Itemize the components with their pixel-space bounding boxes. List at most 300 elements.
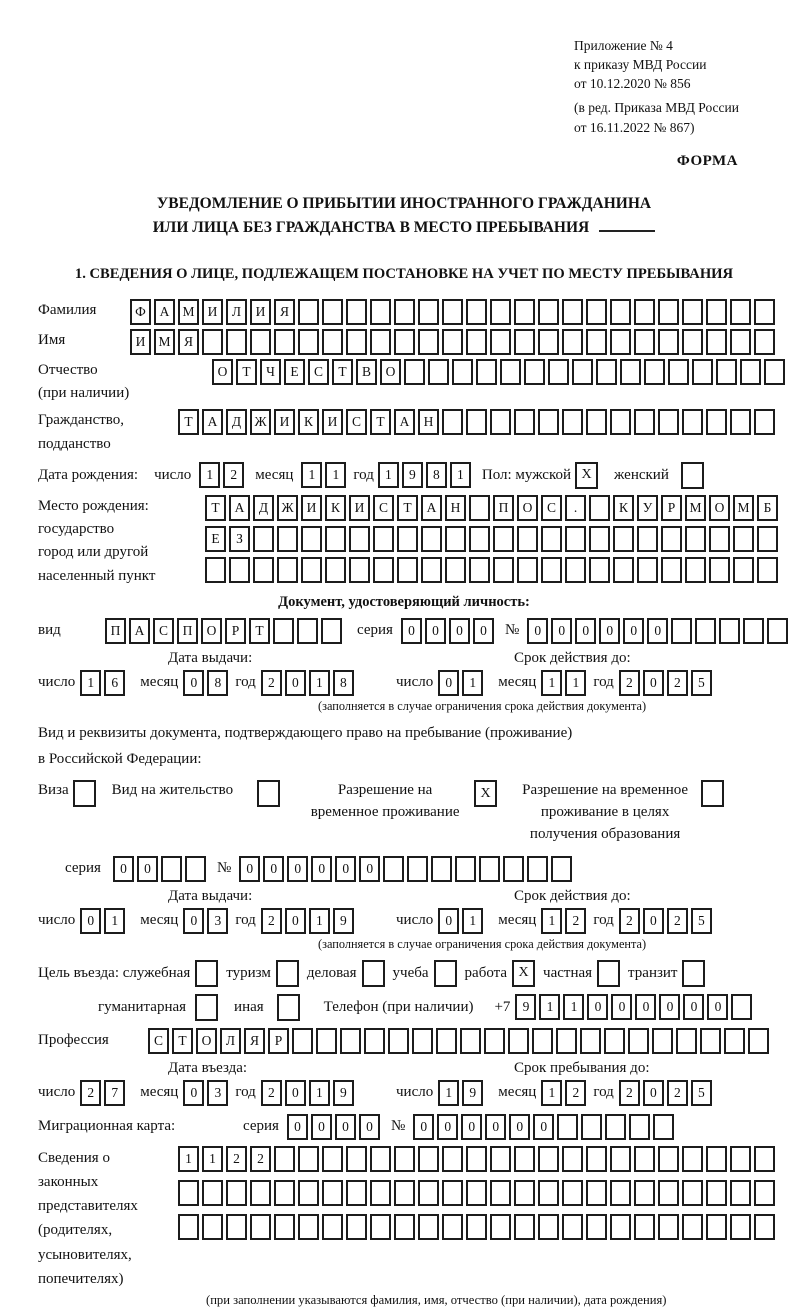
char-cell[interactable] <box>634 1146 655 1172</box>
char-cell[interactable]: Д <box>226 409 247 435</box>
char-cell[interactable] <box>436 1028 457 1054</box>
char-cell[interactable] <box>301 557 322 583</box>
char-cell[interactable] <box>551 856 572 882</box>
char-cell[interactable]: 2 <box>667 1080 688 1106</box>
char-cell[interactable] <box>682 299 703 325</box>
char-cell[interactable] <box>668 359 689 385</box>
char-cell[interactable] <box>316 1028 337 1054</box>
char-cell[interactable]: Л <box>226 299 247 325</box>
char-cell[interactable] <box>490 1180 511 1206</box>
char-cell[interactable] <box>586 299 607 325</box>
char-cell[interactable]: Б <box>757 495 778 521</box>
char-cell[interactable] <box>514 1146 535 1172</box>
char-cell[interactable]: 2 <box>619 670 640 696</box>
char-cell[interactable] <box>418 1146 439 1172</box>
char-cell[interactable] <box>370 1146 391 1172</box>
char-cell[interactable]: Л <box>220 1028 241 1054</box>
char-cell[interactable] <box>653 1114 674 1140</box>
char-cell[interactable]: Т <box>370 409 391 435</box>
char-cell[interactable] <box>322 1214 343 1240</box>
char-cell[interactable]: С <box>148 1028 169 1054</box>
char-cell[interactable]: 0 <box>263 856 284 882</box>
char-cell[interactable]: 0 <box>551 618 572 644</box>
char-cell[interactable] <box>652 1028 673 1054</box>
char-cell[interactable]: 0 <box>635 994 656 1020</box>
char-cell[interactable]: 0 <box>473 618 494 644</box>
char-cell[interactable]: 0 <box>527 618 548 644</box>
char-cell[interactable] <box>503 856 524 882</box>
char-cell[interactable] <box>538 1214 559 1240</box>
char-cell[interactable] <box>466 409 487 435</box>
char-cell[interactable]: Т <box>236 359 257 385</box>
char-cell[interactable] <box>517 557 538 583</box>
char-cell[interactable]: Т <box>332 359 353 385</box>
char-cell[interactable] <box>716 359 737 385</box>
male-checkbox[interactable]: X <box>575 462 598 489</box>
char-cell[interactable]: 1 <box>325 462 346 488</box>
char-cell[interactable] <box>277 557 298 583</box>
char-cell[interactable] <box>538 299 559 325</box>
char-cell[interactable]: 0 <box>438 670 459 696</box>
purpose-official-checkbox[interactable] <box>195 960 218 987</box>
char-cell[interactable]: 0 <box>599 618 620 644</box>
char-cell[interactable] <box>394 1146 415 1172</box>
char-cell[interactable]: 2 <box>250 1146 271 1172</box>
char-cell[interactable] <box>346 299 367 325</box>
char-cell[interactable] <box>661 526 682 552</box>
char-cell[interactable] <box>397 557 418 583</box>
char-cell[interactable]: 1 <box>563 994 584 1020</box>
char-cell[interactable] <box>706 1214 727 1240</box>
char-cell[interactable] <box>605 1114 626 1140</box>
char-cell[interactable]: 5 <box>691 1080 712 1106</box>
char-cell[interactable] <box>517 526 538 552</box>
temp-permit-edu-checkbox[interactable] <box>701 780 724 807</box>
char-cell[interactable] <box>202 1180 223 1206</box>
char-cell[interactable]: Т <box>397 495 418 521</box>
char-cell[interactable]: Т <box>178 409 199 435</box>
char-cell[interactable]: 0 <box>311 1114 332 1140</box>
char-cell[interactable] <box>658 329 679 355</box>
char-cell[interactable] <box>364 1028 385 1054</box>
char-cell[interactable] <box>412 1028 433 1054</box>
char-cell[interactable] <box>589 557 610 583</box>
char-cell[interactable] <box>442 1180 463 1206</box>
char-cell[interactable]: 8 <box>207 670 228 696</box>
char-cell[interactable] <box>541 557 562 583</box>
char-cell[interactable] <box>634 329 655 355</box>
char-cell[interactable] <box>442 1146 463 1172</box>
char-cell[interactable]: 0 <box>359 1114 380 1140</box>
char-cell[interactable] <box>370 329 391 355</box>
char-cell[interactable] <box>274 1146 295 1172</box>
char-cell[interactable]: 1 <box>462 670 483 696</box>
char-cell[interactable]: Е <box>284 359 305 385</box>
char-cell[interactable] <box>418 299 439 325</box>
char-cell[interactable] <box>682 1146 703 1172</box>
char-cell[interactable] <box>346 1180 367 1206</box>
char-cell[interactable]: 0 <box>683 994 704 1020</box>
char-cell[interactable] <box>682 409 703 435</box>
char-cell[interactable]: О <box>201 618 222 644</box>
char-cell[interactable] <box>733 557 754 583</box>
char-cell[interactable]: К <box>298 409 319 435</box>
char-cell[interactable]: 0 <box>113 856 134 882</box>
char-cell[interactable] <box>719 618 740 644</box>
char-cell[interactable] <box>202 1214 223 1240</box>
char-cell[interactable] <box>586 1180 607 1206</box>
char-cell[interactable] <box>442 1214 463 1240</box>
char-cell[interactable]: А <box>421 495 442 521</box>
char-cell[interactable]: Т <box>172 1028 193 1054</box>
char-cell[interactable]: 1 <box>450 462 471 488</box>
char-cell[interactable]: Ч <box>260 359 281 385</box>
char-cell[interactable] <box>757 526 778 552</box>
char-cell[interactable] <box>346 1146 367 1172</box>
char-cell[interactable] <box>394 299 415 325</box>
char-cell[interactable]: 0 <box>485 1114 506 1140</box>
char-cell[interactable] <box>325 526 346 552</box>
char-cell[interactable]: 0 <box>285 908 306 934</box>
temp-permit-checkbox[interactable]: X <box>474 780 497 807</box>
char-cell[interactable] <box>322 329 343 355</box>
char-cell[interactable]: Я <box>178 329 199 355</box>
char-cell[interactable] <box>274 329 295 355</box>
char-cell[interactable] <box>730 299 751 325</box>
char-cell[interactable] <box>250 1214 271 1240</box>
char-cell[interactable] <box>538 1180 559 1206</box>
char-cell[interactable] <box>397 526 418 552</box>
char-cell[interactable] <box>589 526 610 552</box>
char-cell[interactable] <box>322 1180 343 1206</box>
char-cell[interactable] <box>490 1146 511 1172</box>
char-cell[interactable] <box>562 329 583 355</box>
char-cell[interactable] <box>202 329 223 355</box>
char-cell[interactable] <box>682 329 703 355</box>
char-cell[interactable]: С <box>346 409 367 435</box>
char-cell[interactable]: 1 <box>178 1146 199 1172</box>
char-cell[interactable] <box>706 329 727 355</box>
char-cell[interactable] <box>383 856 404 882</box>
char-cell[interactable] <box>754 1180 775 1206</box>
char-cell[interactable]: П <box>105 618 126 644</box>
char-cell[interactable]: 0 <box>449 618 470 644</box>
char-cell[interactable]: А <box>154 299 175 325</box>
char-cell[interactable] <box>692 359 713 385</box>
char-cell[interactable] <box>452 359 473 385</box>
char-cell[interactable] <box>565 557 586 583</box>
char-cell[interactable] <box>685 557 706 583</box>
char-cell[interactable] <box>730 329 751 355</box>
char-cell[interactable]: О <box>196 1028 217 1054</box>
char-cell[interactable] <box>709 526 730 552</box>
char-cell[interactable]: М <box>733 495 754 521</box>
char-cell[interactable] <box>586 409 607 435</box>
char-cell[interactable] <box>178 1214 199 1240</box>
char-cell[interactable]: С <box>541 495 562 521</box>
char-cell[interactable]: 0 <box>183 908 204 934</box>
purpose-work-checkbox[interactable]: X <box>512 960 535 987</box>
char-cell[interactable] <box>500 359 521 385</box>
char-cell[interactable]: 1 <box>202 1146 223 1172</box>
char-cell[interactable] <box>421 557 442 583</box>
char-cell[interactable] <box>610 329 631 355</box>
char-cell[interactable] <box>731 994 752 1020</box>
char-cell[interactable] <box>466 1214 487 1240</box>
char-cell[interactable] <box>541 526 562 552</box>
char-cell[interactable] <box>676 1028 697 1054</box>
char-cell[interactable] <box>706 409 727 435</box>
purpose-business-checkbox[interactable] <box>362 960 385 987</box>
purpose-private-checkbox[interactable] <box>597 960 620 987</box>
char-cell[interactable] <box>548 359 569 385</box>
char-cell[interactable] <box>250 329 271 355</box>
char-cell[interactable] <box>493 526 514 552</box>
char-cell[interactable] <box>445 557 466 583</box>
char-cell[interactable] <box>349 557 370 583</box>
char-cell[interactable]: 9 <box>333 1080 354 1106</box>
char-cell[interactable]: М <box>154 329 175 355</box>
char-cell[interactable]: И <box>202 299 223 325</box>
char-cell[interactable]: И <box>130 329 151 355</box>
char-cell[interactable] <box>754 299 775 325</box>
char-cell[interactable] <box>442 409 463 435</box>
char-cell[interactable] <box>466 329 487 355</box>
char-cell[interactable]: 1 <box>541 908 562 934</box>
char-cell[interactable]: 6 <box>104 670 125 696</box>
char-cell[interactable] <box>394 1214 415 1240</box>
char-cell[interactable] <box>298 1180 319 1206</box>
char-cell[interactable] <box>706 1146 727 1172</box>
char-cell[interactable] <box>610 1146 631 1172</box>
char-cell[interactable]: 0 <box>647 618 668 644</box>
char-cell[interactable] <box>581 1114 602 1140</box>
char-cell[interactable] <box>682 1180 703 1206</box>
char-cell[interactable]: 0 <box>183 1080 204 1106</box>
char-cell[interactable] <box>658 1146 679 1172</box>
char-cell[interactable] <box>754 329 775 355</box>
char-cell[interactable]: 2 <box>261 1080 282 1106</box>
char-cell[interactable] <box>610 1180 631 1206</box>
char-cell[interactable] <box>604 1028 625 1054</box>
char-cell[interactable]: 0 <box>575 618 596 644</box>
char-cell[interactable] <box>565 526 586 552</box>
char-cell[interactable] <box>370 299 391 325</box>
char-cell[interactable]: О <box>709 495 730 521</box>
char-cell[interactable] <box>178 1180 199 1206</box>
char-cell[interactable]: 9 <box>402 462 423 488</box>
char-cell[interactable]: 1 <box>378 462 399 488</box>
char-cell[interactable]: У <box>637 495 658 521</box>
char-cell[interactable] <box>629 1114 650 1140</box>
char-cell[interactable]: 2 <box>261 908 282 934</box>
char-cell[interactable] <box>628 1028 649 1054</box>
char-cell[interactable]: 0 <box>533 1114 554 1140</box>
char-cell[interactable] <box>490 1214 511 1240</box>
char-cell[interactable] <box>490 409 511 435</box>
char-cell[interactable]: К <box>325 495 346 521</box>
char-cell[interactable] <box>514 299 535 325</box>
char-cell[interactable]: 0 <box>461 1114 482 1140</box>
char-cell[interactable] <box>730 1214 751 1240</box>
char-cell[interactable]: 1 <box>541 670 562 696</box>
char-cell[interactable]: Ж <box>250 409 271 435</box>
char-cell[interactable]: . <box>565 495 586 521</box>
char-cell[interactable] <box>301 526 322 552</box>
char-cell[interactable] <box>743 618 764 644</box>
char-cell[interactable] <box>418 1180 439 1206</box>
char-cell[interactable] <box>658 299 679 325</box>
char-cell[interactable] <box>469 557 490 583</box>
char-cell[interactable] <box>277 526 298 552</box>
char-cell[interactable] <box>205 557 226 583</box>
char-cell[interactable] <box>274 1214 295 1240</box>
char-cell[interactable] <box>493 557 514 583</box>
char-cell[interactable] <box>394 329 415 355</box>
char-cell[interactable] <box>730 1180 751 1206</box>
char-cell[interactable]: 0 <box>285 1080 306 1106</box>
char-cell[interactable] <box>733 526 754 552</box>
char-cell[interactable]: 0 <box>425 618 446 644</box>
char-cell[interactable]: А <box>394 409 415 435</box>
char-cell[interactable] <box>572 359 593 385</box>
char-cell[interactable] <box>322 1146 343 1172</box>
char-cell[interactable]: 0 <box>285 670 306 696</box>
residence-permit-checkbox[interactable] <box>257 780 280 807</box>
char-cell[interactable] <box>349 526 370 552</box>
char-cell[interactable]: И <box>301 495 322 521</box>
char-cell[interactable] <box>527 856 548 882</box>
char-cell[interactable] <box>226 1214 247 1240</box>
char-cell[interactable] <box>538 1146 559 1172</box>
char-cell[interactable] <box>476 359 497 385</box>
char-cell[interactable] <box>562 1146 583 1172</box>
char-cell[interactable] <box>490 329 511 355</box>
char-cell[interactable]: 1 <box>80 670 101 696</box>
char-cell[interactable] <box>442 329 463 355</box>
female-checkbox[interactable] <box>681 462 704 489</box>
char-cell[interactable] <box>586 1146 607 1172</box>
visa-checkbox[interactable] <box>73 780 96 807</box>
char-cell[interactable]: И <box>322 409 343 435</box>
char-cell[interactable]: 2 <box>619 1080 640 1106</box>
char-cell[interactable]: 0 <box>311 856 332 882</box>
char-cell[interactable] <box>445 526 466 552</box>
char-cell[interactable] <box>466 299 487 325</box>
char-cell[interactable] <box>637 557 658 583</box>
char-cell[interactable]: 1 <box>309 1080 330 1106</box>
char-cell[interactable]: П <box>177 618 198 644</box>
char-cell[interactable]: 1 <box>104 908 125 934</box>
char-cell[interactable] <box>706 299 727 325</box>
char-cell[interactable]: П <box>493 495 514 521</box>
char-cell[interactable]: 9 <box>515 994 536 1020</box>
char-cell[interactable]: 9 <box>333 908 354 934</box>
char-cell[interactable] <box>161 856 182 882</box>
char-cell[interactable] <box>613 557 634 583</box>
char-cell[interactable] <box>610 1214 631 1240</box>
char-cell[interactable]: 9 <box>462 1080 483 1106</box>
char-cell[interactable] <box>226 329 247 355</box>
char-cell[interactable]: 0 <box>287 856 308 882</box>
char-cell[interactable]: Д <box>253 495 274 521</box>
char-cell[interactable] <box>421 526 442 552</box>
char-cell[interactable] <box>613 526 634 552</box>
char-cell[interactable] <box>298 1146 319 1172</box>
char-cell[interactable]: 0 <box>643 908 664 934</box>
char-cell[interactable] <box>460 1028 481 1054</box>
char-cell[interactable] <box>428 359 449 385</box>
char-cell[interactable] <box>373 557 394 583</box>
char-cell[interactable] <box>586 1214 607 1240</box>
char-cell[interactable] <box>469 526 490 552</box>
char-cell[interactable]: 1 <box>438 1080 459 1106</box>
char-cell[interactable]: 1 <box>541 1080 562 1106</box>
char-cell[interactable] <box>442 299 463 325</box>
char-cell[interactable] <box>322 299 343 325</box>
char-cell[interactable] <box>346 1214 367 1240</box>
char-cell[interactable] <box>620 359 641 385</box>
char-cell[interactable]: 3 <box>207 908 228 934</box>
char-cell[interactable] <box>634 1214 655 1240</box>
char-cell[interactable] <box>274 1180 295 1206</box>
char-cell[interactable]: 8 <box>333 670 354 696</box>
char-cell[interactable]: 1 <box>301 462 322 488</box>
purpose-humanitarian-checkbox[interactable] <box>195 994 218 1021</box>
char-cell[interactable] <box>754 409 775 435</box>
char-cell[interactable]: 2 <box>565 908 586 934</box>
char-cell[interactable] <box>404 359 425 385</box>
char-cell[interactable]: 0 <box>659 994 680 1020</box>
char-cell[interactable] <box>748 1028 769 1054</box>
char-cell[interactable]: 1 <box>539 994 560 1020</box>
char-cell[interactable] <box>586 329 607 355</box>
char-cell[interactable] <box>637 526 658 552</box>
char-cell[interactable]: 2 <box>667 670 688 696</box>
char-cell[interactable]: Р <box>225 618 246 644</box>
char-cell[interactable]: 2 <box>565 1080 586 1106</box>
char-cell[interactable] <box>658 409 679 435</box>
char-cell[interactable]: 2 <box>667 908 688 934</box>
char-cell[interactable]: Р <box>661 495 682 521</box>
char-cell[interactable]: З <box>229 526 250 552</box>
char-cell[interactable]: Р <box>268 1028 289 1054</box>
char-cell[interactable]: 0 <box>359 856 380 882</box>
char-cell[interactable]: А <box>129 618 150 644</box>
char-cell[interactable] <box>407 856 428 882</box>
char-cell[interactable] <box>644 359 665 385</box>
char-cell[interactable]: Н <box>445 495 466 521</box>
char-cell[interactable] <box>508 1028 529 1054</box>
char-cell[interactable]: 2 <box>80 1080 101 1106</box>
char-cell[interactable] <box>562 299 583 325</box>
char-cell[interactable] <box>340 1028 361 1054</box>
char-cell[interactable]: 2 <box>261 670 282 696</box>
char-cell[interactable] <box>418 329 439 355</box>
char-cell[interactable]: Н <box>418 409 439 435</box>
char-cell[interactable]: Я <box>244 1028 265 1054</box>
char-cell[interactable] <box>479 856 500 882</box>
char-cell[interactable] <box>298 329 319 355</box>
char-cell[interactable]: В <box>356 359 377 385</box>
char-cell[interactable]: 0 <box>509 1114 530 1140</box>
char-cell[interactable]: 7 <box>104 1080 125 1106</box>
char-cell[interactable] <box>325 557 346 583</box>
char-cell[interactable] <box>634 409 655 435</box>
char-cell[interactable] <box>709 557 730 583</box>
char-cell[interactable]: 2 <box>223 462 244 488</box>
char-cell[interactable] <box>580 1028 601 1054</box>
